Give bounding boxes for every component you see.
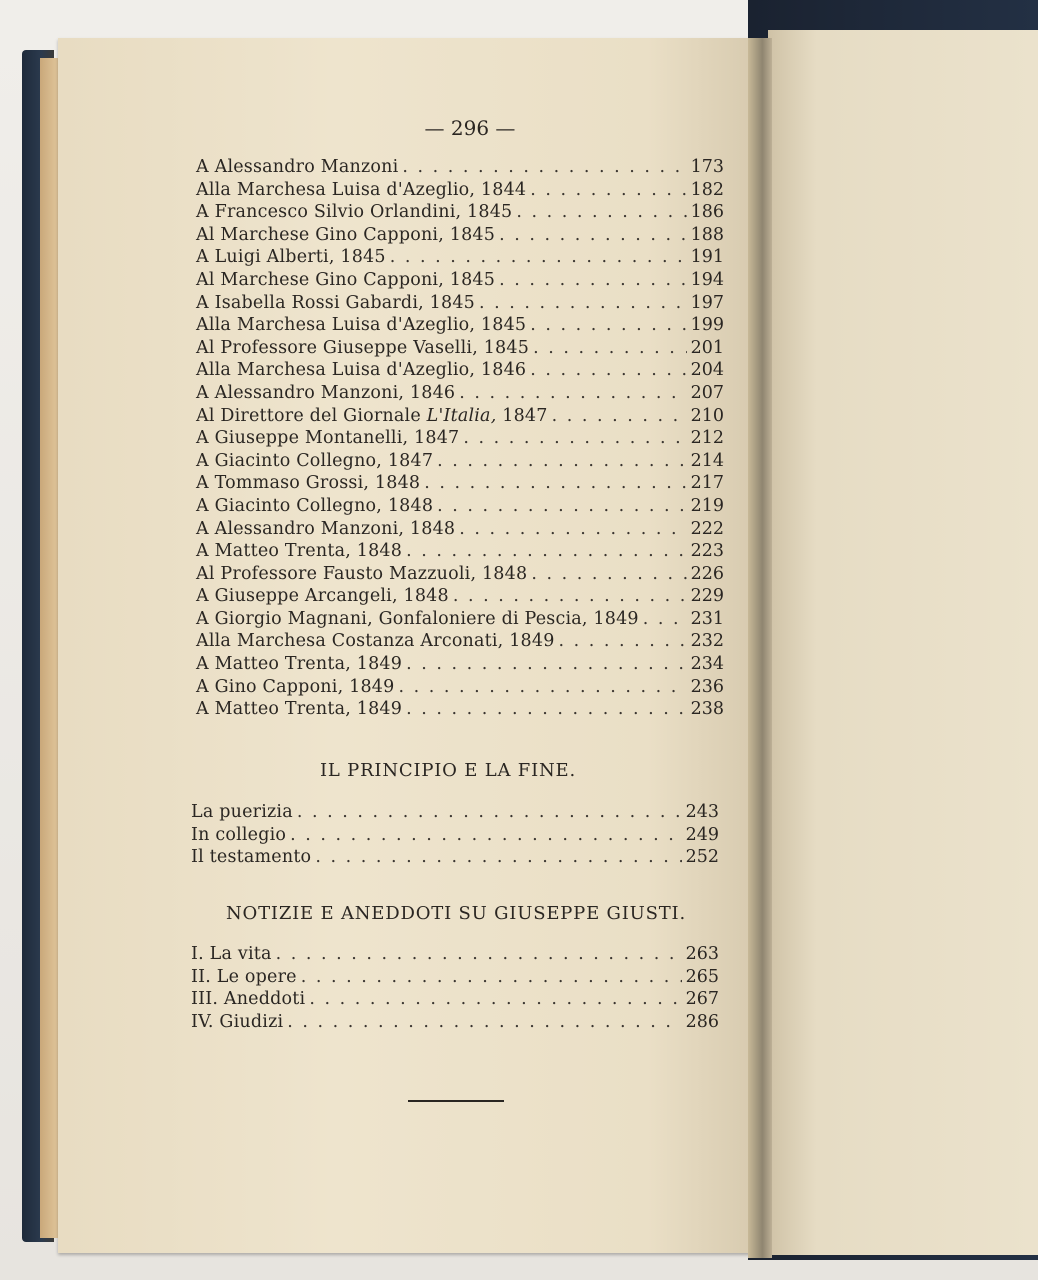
list-item [196, 201, 724, 224]
letters-list [196, 156, 724, 721]
entry-title: A Matteo Trenta, 1849 [196, 654, 403, 675]
entry-title: A Matteo Trenta, 1848 [196, 541, 403, 562]
entry-title: Al Marchese Gino Capponi, 1845 [196, 224, 496, 245]
entry-page: 229 [690, 586, 724, 607]
newspaper-name: L'Italia, [426, 405, 497, 426]
leader-dots [643, 608, 687, 631]
entry-page: 234 [690, 654, 724, 675]
leader-dots [463, 427, 686, 450]
page-number: — 296 — [424, 116, 516, 140]
entry-page: 286 [685, 1011, 719, 1032]
entry-page: 173 [690, 157, 724, 177]
title-prefix: Al Direttore del Giornale [196, 405, 427, 426]
end-rule-divider [408, 1100, 504, 1102]
leader-dots [398, 676, 686, 699]
page-edges [40, 58, 58, 1238]
section-heading-notizie: NOTIZIE E ANEDDOTI SU GIUSEPPE GIUSTI. [226, 903, 686, 924]
entry-page: 243 [685, 802, 719, 822]
entry-title: A Giuseppe Montanelli, 1847 [196, 428, 460, 449]
list-item [191, 1011, 719, 1034]
leader-dots [290, 824, 681, 847]
entry-page: 223 [690, 541, 724, 562]
entry-page: 252 [685, 847, 719, 868]
leader-dots [424, 472, 686, 495]
entry-title: IV. Giudizi [191, 1011, 284, 1032]
list-item [196, 698, 724, 721]
section-heading-principio: IL PRINCIPIO E LA FINE. [319, 760, 577, 781]
entry-title: Al Marchese Gino Capponi, 1845 [196, 269, 496, 290]
entry-title: In collegio [191, 824, 287, 845]
entry-title: A Tommaso Grossi, 1848 [196, 473, 421, 494]
entry-page: 188 [690, 224, 724, 245]
list-item [191, 801, 719, 824]
entry-title: A Giacinto Collegno, 1847 [196, 450, 434, 471]
entry-title: A Alessandro Manzoni [196, 157, 399, 177]
entry-page: 265 [685, 966, 719, 987]
list-item [196, 179, 724, 202]
leader-dots [390, 246, 687, 269]
list-item [196, 608, 724, 631]
leader-dots [301, 966, 682, 989]
leader-dots [530, 359, 686, 382]
list-item [196, 246, 724, 269]
list-item [196, 495, 724, 518]
entry-page: 267 [685, 989, 719, 1010]
entry-title: Al Professore Giuseppe Vaselli, 1845 [196, 337, 530, 358]
entry-title: A Matteo Trenta, 1849 [196, 699, 403, 720]
list-item [196, 292, 724, 315]
list-item [196, 382, 724, 405]
leader-dots [315, 846, 681, 869]
entry-page: 207 [690, 382, 724, 403]
list-item [196, 269, 724, 292]
entry-page: 238 [690, 699, 724, 720]
entry-title: A Gino Capponi, 1849 [196, 676, 395, 697]
leader-dots [402, 156, 686, 179]
leader-dots [516, 201, 686, 224]
entry-page: 249 [685, 824, 719, 845]
leader-dots [406, 698, 687, 721]
leader-dots [459, 382, 686, 405]
leader-dots [406, 540, 687, 563]
entry-page: 217 [690, 473, 724, 494]
list-item [191, 988, 719, 1011]
leader-dots [297, 801, 682, 824]
entry-page: 263 [685, 944, 719, 964]
leader-dots [437, 495, 686, 518]
title-suffix: 1847 [496, 405, 548, 426]
entry-title: III. Aneddoti [191, 989, 306, 1010]
principio-list [191, 801, 719, 869]
entry-page: 191 [690, 247, 724, 268]
entry-page: 214 [690, 450, 724, 471]
list-item [191, 824, 719, 847]
entry-title: La puerizia [191, 802, 293, 822]
entry-title [196, 405, 548, 428]
list-item [196, 405, 724, 428]
leader-dots [499, 269, 687, 292]
entry-title: Al Professore Fausto Mazzuoli, 1848 [196, 563, 528, 584]
leader-dots [499, 224, 687, 247]
entry-title: A Giuseppe Arcangeli, 1848 [196, 586, 449, 607]
entry-title: Alla Marchesa Luisa d'Azeglio, 1845 [196, 315, 527, 336]
list-item [191, 943, 719, 966]
entry-title: A Giorgio Magnani, Gonfaloniere di Pescia, 1849 [196, 608, 639, 629]
list-item [196, 450, 724, 473]
list-item [196, 314, 724, 337]
leader-dots [459, 518, 686, 541]
list-item [196, 359, 724, 382]
list-item [196, 563, 724, 586]
list-item [196, 585, 724, 608]
entry-title: Alla Marchesa Costanza Arconati, 1849 [196, 631, 555, 652]
leader-dots [530, 314, 686, 337]
entry-page: 199 [690, 315, 724, 336]
entry-title: Il testamento [191, 847, 312, 868]
book-gutter [748, 38, 772, 1258]
entry-page: 201 [690, 337, 724, 358]
entry-page: 236 [690, 676, 724, 697]
list-item [196, 518, 724, 541]
list-item [191, 966, 719, 989]
entry-page: 222 [690, 518, 724, 539]
list-item [196, 337, 724, 360]
entry-page: 182 [690, 179, 724, 200]
entry-title: A Francesco Silvio Orlandini, 1845 [196, 202, 513, 223]
leader-dots [533, 337, 687, 360]
entry-title: Alla Marchesa Luisa d'Azeglio, 1844 [196, 179, 527, 200]
leader-dots [531, 563, 686, 586]
entry-title: II. Le opere [191, 966, 297, 987]
list-item [196, 653, 724, 676]
leader-dots [437, 450, 686, 473]
leader-dots [276, 943, 682, 966]
entry-page: 186 [690, 202, 724, 223]
leader-dots [552, 405, 687, 428]
list-item [196, 472, 724, 495]
entry-page: 226 [690, 563, 724, 584]
leader-dots [309, 988, 681, 1011]
entry-title: A Alessandro Manzoni, 1846 [196, 382, 456, 403]
list-item [196, 676, 724, 699]
list-item [196, 224, 724, 247]
leader-dots [406, 653, 687, 676]
entry-page: 204 [690, 360, 724, 381]
entry-title: A Giacinto Collegno, 1848 [196, 495, 434, 516]
right-page [768, 30, 1038, 1255]
entry-title: A Alessandro Manzoni, 1848 [196, 518, 456, 539]
entry-page: 232 [690, 631, 724, 652]
entry-title: I. La vita [191, 944, 272, 964]
leader-dots [287, 1011, 681, 1034]
entry-page: 219 [690, 495, 724, 516]
entry-title: A Isabella Rossi Gabardi, 1845 [196, 292, 475, 313]
list-item [196, 630, 724, 653]
leader-dots [530, 179, 686, 202]
entry-title: A Luigi Alberti, 1845 [196, 247, 386, 268]
list-item [191, 846, 719, 869]
leader-dots [559, 630, 687, 653]
entry-title: Alla Marchesa Luisa d'Azeglio, 1846 [196, 360, 527, 381]
entry-page: 212 [690, 428, 724, 449]
entry-page: 231 [690, 608, 724, 629]
list-item [196, 156, 724, 179]
leader-dots [479, 292, 687, 315]
notizie-list [191, 943, 719, 1033]
entry-page: 197 [690, 292, 724, 313]
entry-page: 194 [690, 269, 724, 290]
list-item [196, 427, 724, 450]
list-item [196, 540, 724, 563]
entry-page: 210 [690, 405, 724, 426]
leader-dots [453, 585, 687, 608]
